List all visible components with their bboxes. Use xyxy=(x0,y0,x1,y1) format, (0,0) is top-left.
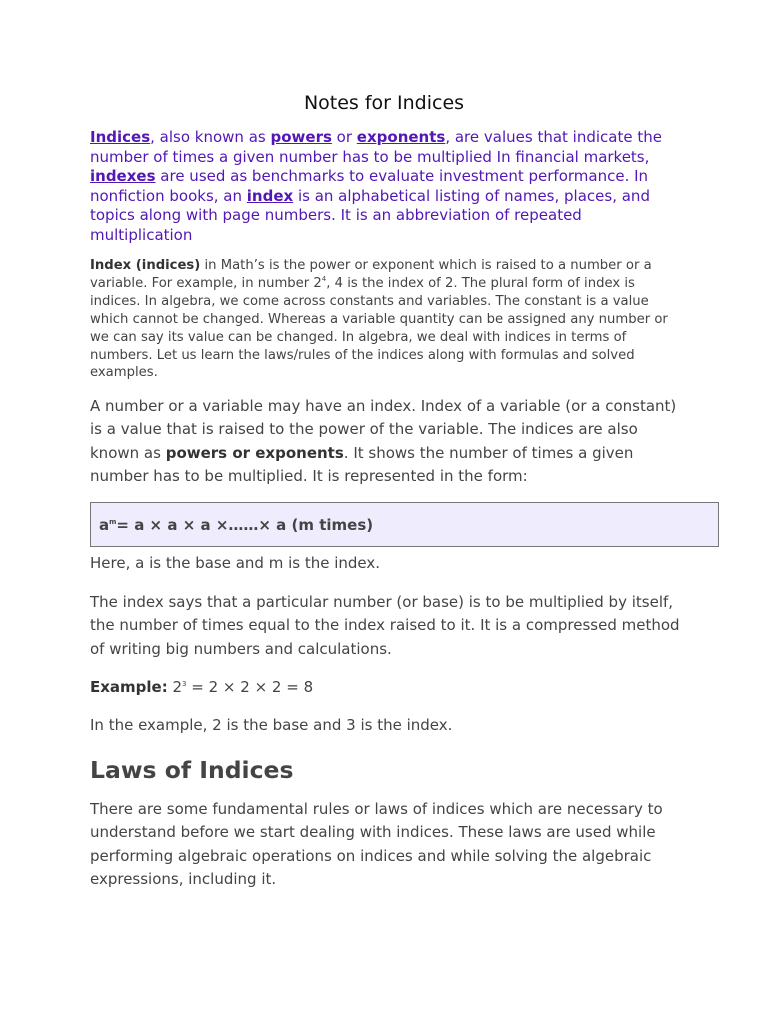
definition-superscript: 4 xyxy=(321,274,327,283)
formula-rest: = a × a × a ×……× a (m times) xyxy=(116,516,374,534)
index-explanation-paragraph xyxy=(90,395,682,488)
definition-text-1: in Math’s is the power or exponent which is raised to a number or a variable. For example, in number 2 xyxy=(90,258,652,291)
laws-paragraph: There are some fundamental rules or laws of indices which are necessary to understand before we start dealing with indices. These laws are used while performing algebraic operations on indices and while solving the algebraic expressions, including it. xyxy=(90,800,663,888)
base-index-note: Here, a is the base and m is the index. xyxy=(90,554,381,572)
term-powers: powers xyxy=(270,128,332,146)
term-indexes: indexes xyxy=(90,167,156,186)
example-line xyxy=(90,676,682,699)
term-indices: Indices xyxy=(90,128,151,146)
example-rest: = 2 × 2 × 2 = 8 xyxy=(186,678,314,696)
formula-base: a xyxy=(99,516,110,534)
intro-text-4: are used as benchmarks to evaluate investment performance. In nonfiction books, an xyxy=(90,167,649,205)
para1-bold: powers or exponents xyxy=(165,443,344,462)
term-index: index xyxy=(246,186,294,205)
term-exponents: exponents xyxy=(356,128,446,146)
formula-superscript: m xyxy=(109,518,117,526)
para1-text-1: A number or a variable may have an index. Index of a variable (or a constant) is a value that is raised to the power of the variable. The indices are also known as xyxy=(90,397,677,462)
compressed-method-paragraph: The index says that a particular number (or base) is to be multiplied by itself, the number of times equal to the index raised to it. It is a compressed method of writing big numbers and calculations. xyxy=(90,593,680,658)
intro-paragraph xyxy=(90,128,680,246)
intro-text-3: , are values that indicate the number of times a given number has to be multiplied In financial markets, xyxy=(90,128,662,166)
formula-box xyxy=(90,502,719,547)
intro-text-1: , also known as xyxy=(150,128,271,146)
example-label: Example: xyxy=(90,678,168,696)
page-title: Notes for Indices xyxy=(303,92,465,114)
para1-text-2: . It shows the number of times a given number has to be multiplied. It is represented in the form: xyxy=(90,443,634,485)
example-explanation: In the example, 2 is the base and 3 is the index. xyxy=(90,716,453,734)
intro-text-5: is an alphabetical listing of names, places, and topics along with page numbers. It is an abbreviation of repeated multiplication xyxy=(90,186,650,244)
definition-paragraph xyxy=(90,257,682,382)
intro-text-2: or xyxy=(331,128,357,146)
example-superscript: 3 xyxy=(182,680,187,688)
definition-text-2: , 4 is the index of 2. The plural form of index is indices. In algebra, we come across constants and variables. The constant is a value which cannot be changed. Whereas a variable quantity can be assigned any number or we can say its value can be changed. In algebra, we deal with indices in terms of numbers. Let us learn the laws/rules of the indices along with formulas and solved examples. xyxy=(90,275,668,381)
definition-term: Index (indices) xyxy=(90,258,201,273)
example-base: 2 xyxy=(167,678,183,696)
laws-heading: Laws of Indices xyxy=(90,756,294,784)
